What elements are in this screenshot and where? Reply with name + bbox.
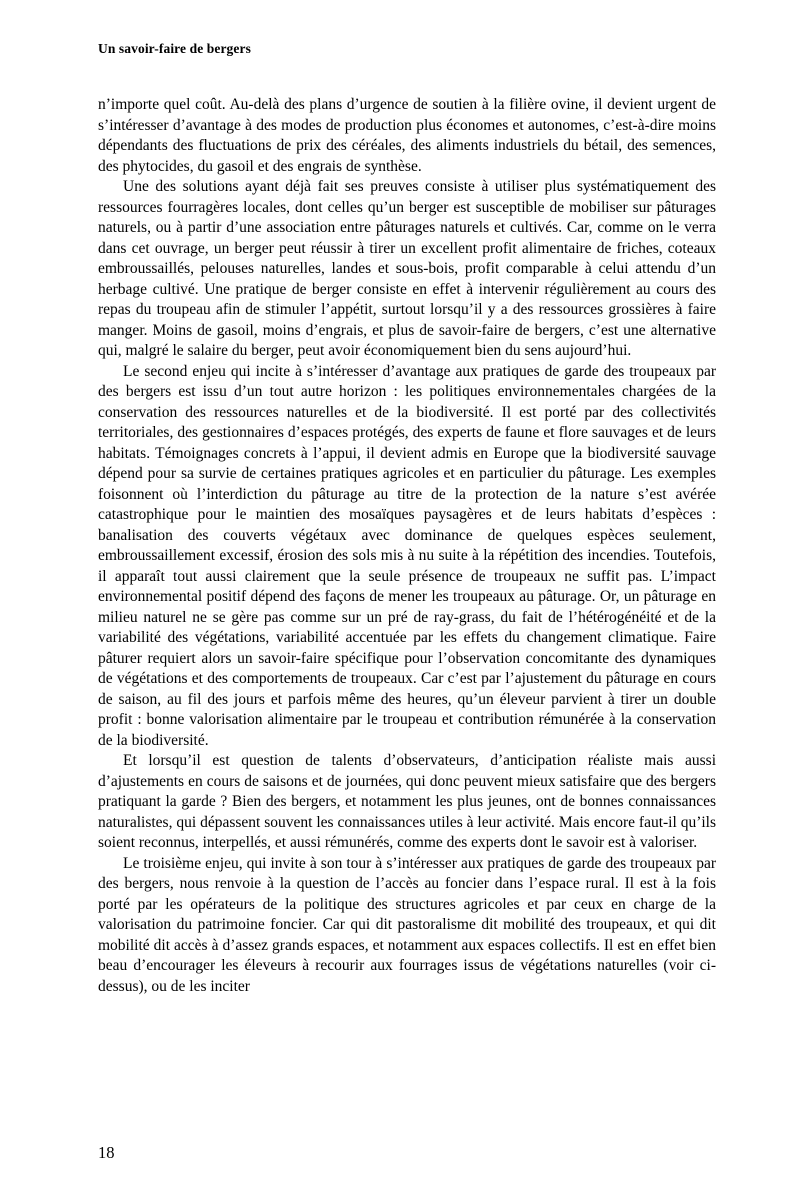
paragraph: Le second enjeu qui incite à s’intéresser d’avantage aux pratiques de garde des troupeaux par des bergers est issu d’un tout autre horizon : les politiques environnementales chargées de la conservation des ressources naturelles et de la biodiversité. Il est porté par des collectivités territoriales, des gestionnaires d’espaces protégés, des experts de faune et flore sauvages et de leurs habitats. Témoignages concrets à l’appui, il devient admis en Europe que la biodiversité sauvage dépend pour sa survie de certaines pratiques agricoles et en particulier du pâturage. Les exemples foisonnent où l’interdiction du pâturage au titre de la protection de la nature s’est avérée catastrophique pour le maintien des mosaïques paysagères et de leurs habitats d’espèces : banalisation des couverts végétaux avec dominance de quelques espèces seulement, embroussaillement excessif, érosion des sols mis à nu suite à la répétition des incendies. Toutefois, il apparaît tout aussi clairement que la seule présence de troupeaux ne suffit pas. L’impact environnemental positif dépend des façons de mener les troupeaux au pâturage. Or, un pâturage en milieu naturel ne se gère pas comme sur un pré de ray-grass, du fait de l’hétérogénéité et de la variabilité des végétations, variabilité accentuée par les effets du changement climatique. Faire pâturer requiert alors un savoir-faire spécifique pour l’observation concomitante des dynamiques de végétations et des comportements de troupeaux. Car c’est par l’ajustement du pâturage en cours de saison, au fil des jours et parfois même des heures, qu’un éleveur parvient à tirer un double profit : bonne valorisation alimentaire par le troupeau et contribution rémunérée à la conservation de la biodiversité. <box>98 362 716 749</box>
running-header: Un savoir-faire de bergers <box>98 41 251 56</box>
paragraph: Le troisième enjeu, qui invite à son tour à s’intéresser aux pratiques de garde des troupeaux par des bergers, nous renvoie à la question de l’accès au foncier dans l’espace rural. Il est à la fois porté par les opérateurs de la politique des structures agricoles et par ceux en charge de la valorisation du patrimoine foncier. Car qui dit pastoralisme dit mobilité des troupeaux, et qui dit mobilité dit accès à d’assez grands espaces, et notamment aux espaces collectifs. Il est en effet bien beau d’encourager les éleveurs à recourir aux fourrages issus de végétations naturelles (voir ci-dessus), ou de les inciter <box>98 854 716 995</box>
page-number: 18 <box>98 1143 115 1162</box>
paragraph: n’importe quel coût. Au-delà des plans d’urgence de soutien à la filière ovine, il devient urgent de s’intéresser d’avantage à des modes de production plus économes et autonomes, c’est-à-dire moins dépendants des fluctuations de prix des céréales, des aliments industriels du bétail, des semences, des phytocides, du gasoil et des engrais de synthèse. <box>98 96 716 175</box>
paragraph: Et lorsqu’il est question de talents d’observateurs, d’anticipation réaliste mais aussi d’ajustements en cours de saisons et de journées, qui donc peuvent mieux satisfaire que des bergers pratiquant la garde ? Bien des bergers, et notamment les plus jeunes, ont de bonnes connaissances naturalistes, qui dépassent souvent les connaissances utiles à leur activité. Mais encore faut-il qu’ils soient reconnus, interpellés, et aussi rémunérés, comme des experts dont le savoir est à valoriser. <box>98 752 716 851</box>
paragraph: Une des solutions ayant déjà fait ses preuves consiste à utiliser plus systématiquement des ressources fourragères locales, dont celles qu’un berger est susceptible de mobiliser sur pâturages naturels, ou à partir d’une association entre pâturages naturels et cultivés. Car, comme on le verra dans cet ouvrage, un berger peut réussir à tirer un excellent profit alimentaire de friches, coteaux embroussaillés, pelouses naturelles, landes et sous-bois, profit comparable à celui attendu d’un herbage cultivé. Une pratique de berger consiste en effet à intervenir régulièrement au cours des repas du troupeau afin de stimuler l’appétit, surtout lorsqu’il y a des ressources grossières à faire manger. Moins de gasoil, moins d’engrais, et plus de savoir-faire de bergers, c’est une alternative qui, malgré le salaire du berger, peut avoir économiquement bien du sens aujourd’hui. <box>98 178 716 359</box>
body-text <box>98 95 716 997</box>
